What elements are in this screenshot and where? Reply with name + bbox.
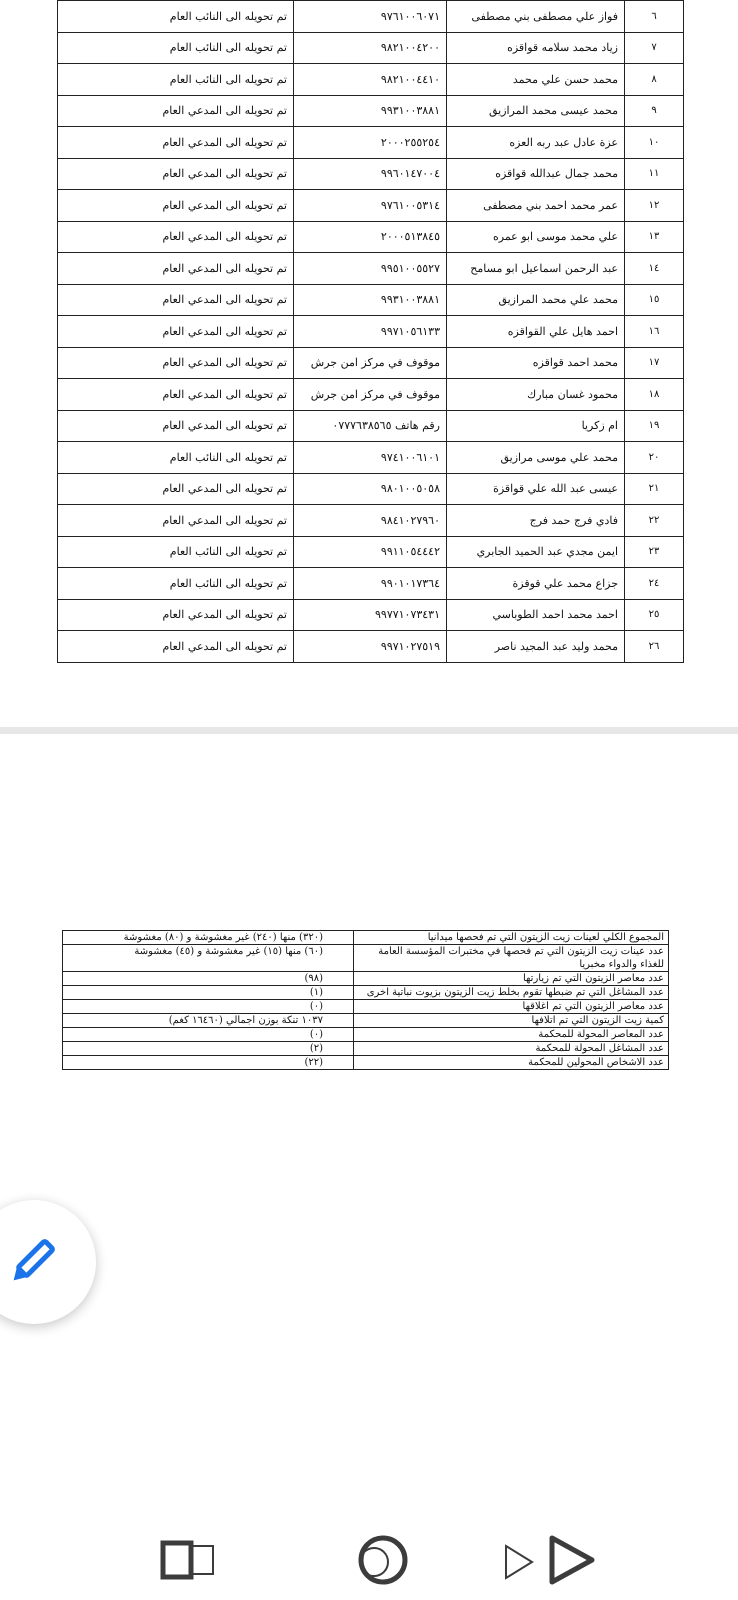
table-row	[58, 95, 684, 127]
person-name-cell: محمد وليد عبد المجيد ناصر	[447, 631, 625, 663]
statistic-label-cell: عدد المشاغل المحولة للمحكمة	[354, 1042, 669, 1056]
id-number-cell: موقوف في مركز امن جرش	[294, 347, 447, 379]
person-name-cell: محمد جمال عبدالله قواقزه	[447, 158, 625, 190]
person-name-cell: عيسى عبد الله علي قواقزة	[447, 473, 625, 505]
statistic-label-cell: كمية زيت الزيتون التي تم اتلافها	[354, 1014, 669, 1028]
system-navigation-bar	[0, 1520, 738, 1600]
action-status-cell: تم تحويله الى المدعي العام	[58, 410, 294, 442]
table-row	[58, 32, 684, 64]
table-row	[58, 158, 684, 190]
action-status-cell: تم تحويله الى المدعي العام	[58, 221, 294, 253]
row-number-cell: ٢٣	[625, 536, 684, 568]
row-number-cell: ١٧	[625, 347, 684, 379]
statistic-value-cell: (٢)	[63, 1042, 354, 1056]
statistic-value-cell: (٠)	[63, 1000, 354, 1014]
id-number-cell: ٢٠٠٠٢٥٥٢٥٤	[294, 127, 447, 159]
recent-apps-icon	[158, 1530, 218, 1590]
person-name-cell: علي محمد موسى ابو عمره	[447, 221, 625, 253]
action-status-cell: تم تحويله الى المدعي العام	[58, 473, 294, 505]
person-name-cell: فادي فرج حمد فرج	[447, 505, 625, 537]
id-number-cell: ٩٧٦١٠٠٥٣١٤	[294, 190, 447, 222]
id-number-cell: ٩٧٦١٠٠٦٠٧١	[294, 1, 447, 33]
id-number-cell: ٩٩٦٠١٤٧٠٠٤	[294, 158, 447, 190]
statistic-label-cell: عدد المشاغل التي تم ضبطها تقوم بخلط زيت الزيتون بزيوت نباتية اخرى	[354, 986, 669, 1000]
back-triangle-icon	[500, 1530, 605, 1590]
table-row	[58, 1, 684, 33]
person-name-cell: احمد هايل علي القواقزه	[447, 316, 625, 348]
person-name-cell: ام زكريا	[447, 410, 625, 442]
person-name-cell: جزاع محمد علي قوقزة	[447, 568, 625, 600]
person-name-cell: محمود غسان مبارك	[447, 379, 625, 411]
id-number-cell: موقوف في مركز امن جرش	[294, 379, 447, 411]
id-number-cell: ٩٩١١٠٥٤٤٤٢	[294, 536, 447, 568]
row-number-cell: ١٨	[625, 379, 684, 411]
table-row	[58, 64, 684, 96]
table-row	[58, 127, 684, 159]
statistic-value-cell: (٢٢)	[63, 1056, 354, 1070]
person-name-cell: محمد علي موسى مرازيق	[447, 442, 625, 474]
persons-table	[57, 0, 684, 663]
statistic-label-cell: عدد المعاصر المحولة للمحكمة	[354, 1028, 669, 1042]
action-status-cell: تم تحويله الى المدعي العام	[58, 127, 294, 159]
statistics-row	[63, 972, 669, 986]
id-number-cell: ٩٩٠١٠١٧٣٦٤	[294, 568, 447, 600]
table-row	[58, 190, 684, 222]
id-number-cell: ٩٩٣١٠٠٣٨٨١	[294, 95, 447, 127]
action-status-cell: تم تحويله الى المدعي العام	[58, 95, 294, 127]
statistic-label-cell: عدد معاصر الزيتون التي تم اغلاقها	[354, 1000, 669, 1014]
table-row	[58, 316, 684, 348]
id-number-cell: رقم هاتف ٠٧٧٧٦٣٨٥٦٥	[294, 410, 447, 442]
statistic-label-cell: المجموع الكلي لعينات زيت الزيتون التي تم فحصها ميدانيا	[354, 931, 669, 945]
row-number-cell: ٦	[625, 1, 684, 33]
document-page-1	[0, 0, 738, 727]
row-number-cell: ٢٦	[625, 631, 684, 663]
action-status-cell: تم تحويله الى المدعي العام	[58, 379, 294, 411]
home-circle-icon	[350, 1530, 410, 1590]
table-row	[58, 221, 684, 253]
recent-apps-button[interactable]	[158, 1530, 218, 1590]
id-number-cell: ٩٩٧٧١٠٧٣٤٣١	[294, 599, 447, 631]
action-status-cell: تم تحويله الى النائب العام	[58, 32, 294, 64]
table-row	[58, 379, 684, 411]
statistic-label-cell: عدد عينات زيت الزيتون التي تم فحصها في مختبرات المؤسسة العامة للغذاء والدواء مخبريا	[354, 945, 669, 972]
id-number-cell: ٩٨٤١٠٢٧٩٦٠	[294, 505, 447, 537]
statistics-table-body	[63, 931, 669, 1070]
person-name-cell: محمد احمد قواقزه	[447, 347, 625, 379]
statistics-row	[63, 1042, 669, 1056]
person-name-cell: عبد الرحمن اسماعيل ابو مسامح	[447, 253, 625, 285]
row-number-cell: ١٤	[625, 253, 684, 285]
action-status-cell: تم تحويله الى المدعي العام	[58, 505, 294, 537]
row-number-cell: ٩	[625, 95, 684, 127]
person-name-cell: عمر محمد احمد بني مصطفى	[447, 190, 625, 222]
action-status-cell: تم تحويله الى المدعي العام	[58, 284, 294, 316]
row-number-cell: ٢٥	[625, 599, 684, 631]
id-number-cell: ٩٩٧١٠٢٧٥١٩	[294, 631, 447, 663]
action-status-cell: تم تحويله الى المدعي العام	[58, 631, 294, 663]
action-status-cell: تم تحويله الى النائب العام	[58, 536, 294, 568]
person-name-cell: محمد حسن علي محمد	[447, 64, 625, 96]
row-number-cell: ٢٢	[625, 505, 684, 537]
statistics-row	[63, 1028, 669, 1042]
statistic-value-cell: ١٠٣٧ تنكة بوزن اجمالي (١٦٤٦٠ كغم)	[63, 1014, 354, 1028]
table-row	[58, 347, 684, 379]
action-status-cell: تم تحويله الى المدعي العام	[58, 599, 294, 631]
statistics-row	[63, 1000, 669, 1014]
action-status-cell: تم تحويله الى المدعي العام	[58, 190, 294, 222]
person-name-cell: احمد محمد احمد الطوباسي	[447, 599, 625, 631]
table-row	[58, 284, 684, 316]
action-status-cell: تم تحويله الى المدعي العام	[58, 316, 294, 348]
table-row	[58, 253, 684, 285]
id-number-cell: ٩٧٤١٠٠٦١٠١	[294, 442, 447, 474]
statistics-row	[63, 945, 669, 972]
statistic-value-cell: (٠)	[63, 1028, 354, 1042]
table-row	[58, 505, 684, 537]
statistic-label-cell: عدد معاصر الزيتون التي تم زيارتها	[354, 972, 669, 986]
table-row	[58, 631, 684, 663]
action-status-cell: تم تحويله الى المدعي العام	[58, 347, 294, 379]
action-status-cell: تم تحويله الى المدعي العام	[58, 158, 294, 190]
action-status-cell: تم تحويله الى المدعي العام	[58, 253, 294, 285]
table-row	[58, 473, 684, 505]
id-number-cell: ٩٨٢١٠٠٤٤١٠	[294, 64, 447, 96]
row-number-cell: ١٠	[625, 127, 684, 159]
id-number-cell: ٩٨٢١٠٠٤٢٠٠	[294, 32, 447, 64]
person-name-cell: فواز علي مصطفى بني مصطفى	[447, 1, 625, 33]
statistics-row	[63, 931, 669, 945]
person-name-cell: محمد عيسى محمد المرازيق	[447, 95, 625, 127]
person-name-cell: عزة عادل عبد ربه العزه	[447, 127, 625, 159]
row-number-cell: ٧	[625, 32, 684, 64]
page-separator	[0, 727, 738, 734]
person-name-cell: ايمن مجدي عبد الحميد الجابري	[447, 536, 625, 568]
row-number-cell: ١٩	[625, 410, 684, 442]
action-status-cell: تم تحويله الى النائب العام	[58, 442, 294, 474]
row-number-cell: ١٣	[625, 221, 684, 253]
document-page-2	[0, 734, 738, 1600]
statistic-value-cell: (٩٨)	[63, 972, 354, 986]
table-row	[58, 536, 684, 568]
table-row	[58, 410, 684, 442]
id-number-cell: ٢٠٠٠٥١٣٨٤٥	[294, 221, 447, 253]
table-row	[58, 568, 684, 600]
home-button[interactable]	[350, 1530, 410, 1590]
row-number-cell: ٢١	[625, 473, 684, 505]
table-row	[58, 599, 684, 631]
action-status-cell: تم تحويله الى النائب العام	[58, 64, 294, 96]
row-number-cell: ٨	[625, 64, 684, 96]
id-number-cell: ٩٨٠١٠٠٥٠٥٨	[294, 473, 447, 505]
action-status-cell: تم تحويله الى النائب العام	[58, 568, 294, 600]
table-row	[58, 442, 684, 474]
back-button[interactable]	[500, 1530, 605, 1590]
row-number-cell: ٢٠	[625, 442, 684, 474]
statistic-value-cell: (١)	[63, 986, 354, 1000]
row-number-cell: ١٦	[625, 316, 684, 348]
person-name-cell: محمد علي محمد المرازيق	[447, 284, 625, 316]
statistics-row	[63, 986, 669, 1000]
row-number-cell: ١٢	[625, 190, 684, 222]
statistics-table	[62, 930, 669, 1070]
id-number-cell: ٩٩٥١٠٠٥٥٢٧	[294, 253, 447, 285]
persons-table-body	[58, 1, 684, 663]
id-number-cell: ٩٩٧١٠٥٦١٣٣	[294, 316, 447, 348]
person-name-cell: زياد محمد سلامه قواقزه	[447, 32, 625, 64]
action-status-cell: تم تحويله الى النائب العام	[58, 1, 294, 33]
statistics-row	[63, 1056, 669, 1070]
statistic-label-cell: عدد الاشخاص المحولين للمحكمة	[354, 1056, 669, 1070]
row-number-cell: ٢٤	[625, 568, 684, 600]
statistic-value-cell: (٦٠) منها (١٥) غير مغشوشة و (٤٥) مغشوشة	[63, 945, 354, 972]
row-number-cell: ١١	[625, 158, 684, 190]
statistic-value-cell: (٣٢٠) منها (٢٤٠) غير مغشوشة و (٨٠) مغشوشة	[63, 931, 354, 945]
pencil-icon	[4, 1234, 60, 1290]
row-number-cell: ١٥	[625, 284, 684, 316]
id-number-cell: ٩٩٣١٠٠٣٨٨١	[294, 284, 447, 316]
statistics-row	[63, 1014, 669, 1028]
